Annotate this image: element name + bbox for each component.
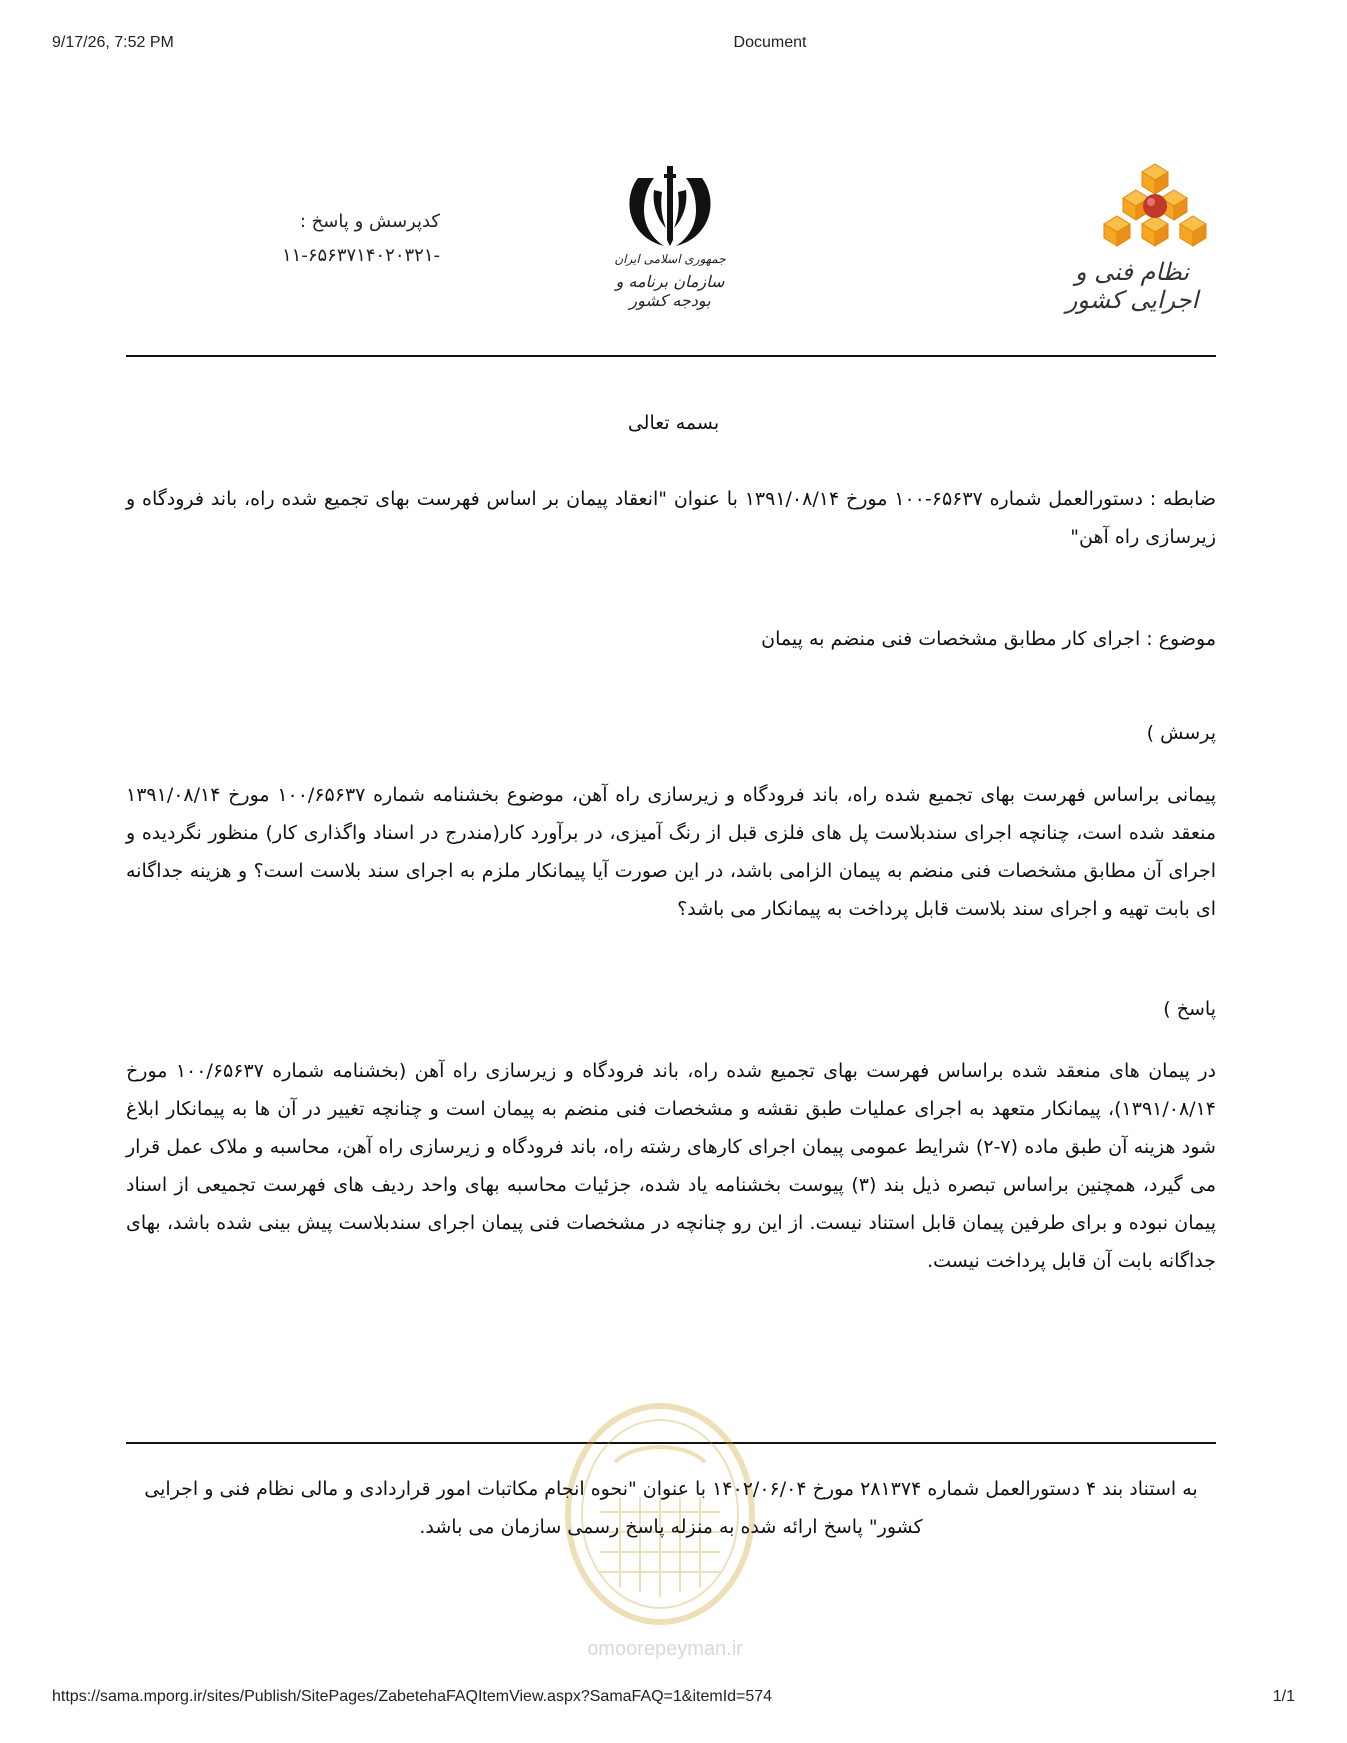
salutation: بسمه تعالی xyxy=(627,412,720,434)
question-heading: پرسش ) xyxy=(1146,722,1216,744)
qa-code-value: -۱۱-۶۵۶۳۷۱۴۰۲۰۳۲۱ xyxy=(281,245,440,266)
print-datetime: 9/17/26, 7:52 PM xyxy=(52,34,174,51)
answer-paragraph: در پیمان های منعقد شده براساس فهرست بهای تجمیع شده راه، باند فرودگاه و زیرسازی راه آهن (بخشنامه شماره ۱۰۰/۶۵۶۳۷ مورخ ۱۳۹۱/۰۸/۱۴)، پیمانکار متعهد به اجرای عملیات طبق نقشه و مشخصات فنی منضم به پیمان است و چنانچه تغییر در آن ها به پیمانکار ابلاغ شود هزینه آن طبق ماده (۷-۲) شرایط عمومی پیمان اجرای کارهای رشته راه، باند فرودگاه و زیرسازی راه آهن، محاسبه و ملاک عمل قرار می گیرد، همچنین براساس تبصره ذیل بند (۳) پیوست بخشنامه یاد شده، جزئیات محاسبه بهای واحد ردیف های فهرست تجمیعی از اسناد پیمان نبوده و برای طرفین پیمان قابل استناد نیست. از این رو چنانچه در مشخصات فنی پیمان اجرای سندبلاست پیش بینی شده باشد، بهای جداگانه بابت آن قابل پرداخت نیست. xyxy=(126,1060,1216,1272)
emblem-line-2: سازمان برنامه و بودجه کشور xyxy=(615,272,725,310)
question-paragraph: پیمانی براساس فهرست بهای تجمیع شده راه، باند فرودگاه و زیرسازی راه آهن، موضوع بخشنامه شماره ۱۰۰/۶۵۶۳۷ مورخ ۱۳۹۱/۰۸/۱۴ منعقد شده است، چنانچه اجرای سندبلاست پل های فلزی قبل از رنگ آمیزی، در برآورد کار(مندرج در اسناد واگذاری کار) منظور نگردیده و اجرای آن مطابق مشخصات فنی منضم به پیمان الزامی باشد، در این صورت آیا پیمانکار ملزم به اجرای سند بلاست است؟ و هزینه جداگانه ای بابت تهیه و اجرای سند بلاست قابل پرداخت به پیمانکار می باشد؟ xyxy=(126,784,1216,920)
footer-divider xyxy=(126,1442,1216,1444)
print-page-number: 1/1 xyxy=(1272,1688,1295,1705)
print-url: https://sama.mporg.ir/sites/Publish/SitePages/ZabetehaFAQItemView.aspx?SamaFAQ=1&itemId=574 xyxy=(52,1688,773,1705)
answer-heading: پاسخ ) xyxy=(1163,998,1216,1020)
cube-pyramid-icon xyxy=(1100,160,1210,250)
criterion-paragraph: ضابطه : دستورالعمل شماره ۶۵۶۳۷-۱۰۰ مورخ ۱۳۹۱/۰۸/۱۴ با عنوان "انعقاد پیمان بر اساس فهرست بهای تجمیع شده راه، باند فرودگاه و زیرسازی راه آهن" xyxy=(126,488,1216,548)
emblem-line-1: جمهوری اسلامی ایران xyxy=(614,252,726,266)
qa-code-label: کدپرسش و پاسخ : xyxy=(299,211,440,232)
iran-emblem-icon xyxy=(624,160,716,250)
technical-system-caption: نظام فنی و اجرایی کشور xyxy=(1065,258,1199,314)
header-divider xyxy=(126,355,1216,357)
print-title: Document xyxy=(733,34,807,51)
subject-paragraph: موضوع : اجرای کار مطابق مشخصات فنی منضم به پیمان xyxy=(761,628,1216,650)
print-header xyxy=(0,34,1347,56)
footnote-paragraph: به استناد بند ۴ دستورالعمل شماره ۲۸۱۳۷۴ مورخ ۱۴۰۲/۰۶/۰۴ با عنوان "نحوه انجام مکاتبات امور قراردادی و مالی نظام فنی و اجرایی کشور" پاسخ ارائه شده به منزله پاسخ رسمی سازمان می باشد. xyxy=(144,1478,1198,1538)
state-emblem xyxy=(600,160,740,310)
qa-code-block xyxy=(200,205,440,273)
technical-system-logo xyxy=(1048,160,1216,314)
watermark-site: omoorepeyman.ir xyxy=(587,1638,743,1660)
